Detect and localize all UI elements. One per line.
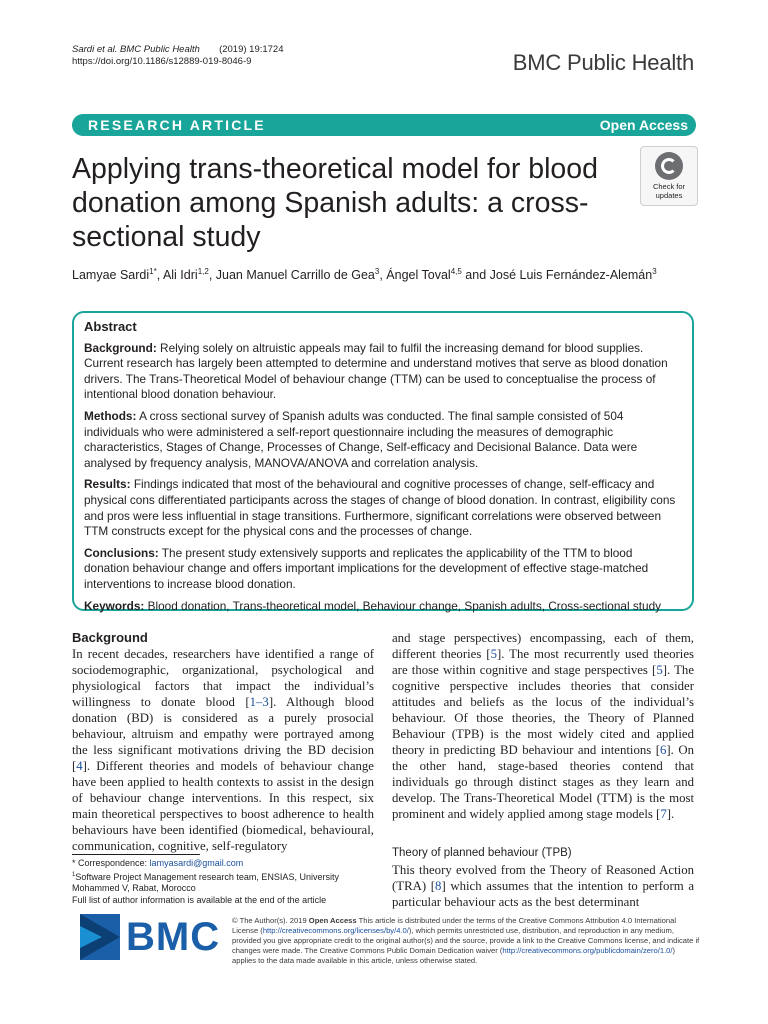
license-link[interactable]: http://creativecommons.org/licenses/by/4.0/: [262, 926, 409, 935]
reference-link[interactable]: 5: [656, 663, 663, 677]
bmc-logo-text: BMC: [126, 915, 221, 959]
reference-link[interactable]: 7: [660, 807, 667, 821]
background-paragraph-continued: and stage perspectives) encompassing, each of them, different theories [5]. The most recurrently used theories are those within cognitive and stage perspectives [5]. The cognitive perspective includes theories that consider attitudes and beliefs as the locus of the individual’s behaviour. Of those theories, the Theory of Planned Behaviour (TPB) is the most widely cited and applied theory in predicting BD behaviour and intentions [6]. On the other hand, stage-based theories contend that individuals go through distinct stages as they learn and develop. The Trans-Theoretical Model (TTM) is the most prominent and widely applied among stage models [7].: [392, 631, 694, 821]
open-access-label: Open Access: [599, 117, 688, 133]
reference-link[interactable]: 6: [660, 743, 667, 757]
citation-authors: Sardi et al. BMC Public Health: [72, 44, 200, 55]
abstract-box: [72, 311, 694, 611]
badge-text: Check for updates: [652, 182, 686, 200]
license-text: © The Author(s). 2019 Open Access This article is distributed under the terms of the Creative Commons Attribution 4.0 International License (http://creativecommons.org/licenses/by/4.0/), which permits unrestricted use, distribution, and reproduction in any medium, provided you give appropriate credit to the original author(s) and the source, provide a link to the Creative Commons license, and indicate if changes were made. The Creative Commons Public Domain Dedication waiver (http://creativecommons.org/publicdomain/zero/1.0/) applies to the data made available in this article, unless otherwise stated.: [232, 916, 700, 965]
background-paragraph: In recent decades, researchers have identified a range of sociodemographic, organizational, psychological and physiological factors that impact the individual’s willingness to donate blood [1–3]. Although blood donation (BD) is considered as a purely prosocial behaviour, altruism and empathy were portrayed among the less significant motivations driving the BD decision [4]. Different theories and models of behaviour change have been applied to health contexts to assist in the design of behaviour change interventions. In this respect, six main theoretical perspectives to boost adherence to health behaviours have been identified (biomedical, behavioural, communication, cognitive, self-regulatory: [72, 647, 374, 853]
bmc-logo-icon: [80, 914, 120, 960]
right-column: [392, 630, 694, 910]
abstract-methods: Methods: A cross sectional survey of Spanish adults was conducted. The final sample consisted of 504 individuals who were administered a self-report questionnaire including the measures of demographic characteristics, Stages of Change, Processes of Change, Self-efficacy and Decisional Balance. Data were analysed by frequency analysis, MANOVA/ANOVA and correlation analysis.: [84, 408, 638, 470]
bmc-logo: [80, 914, 220, 960]
tpb-heading: Theory of planned behaviour (TPB): [392, 847, 572, 859]
left-column: [72, 630, 374, 854]
reference-link[interactable]: 8: [435, 879, 442, 893]
footnote-rule: [72, 854, 200, 855]
abstract-conclusions: Conclusions: The present study extensively supports and replicates the applicability of the TTM to blood donation behaviour change and offers important implications for the development of effective stage-matched interventions to increase blood donation.: [84, 545, 649, 591]
correspondence-email[interactable]: lamyasardi@gmail.com: [149, 858, 244, 868]
abstract-heading: Abstract: [84, 319, 137, 334]
article-title: Applying trans-theoretical model for blood donation among Spanish adults: a cross-sectional study: [72, 153, 598, 253]
citation-year: (2019) 19:1724: [219, 44, 284, 55]
abstract-background: Background: Relying solely on altruistic appeals may fail to fulfil the increasing demand for blood supplies. Current research has largely been attempted to determine and understand motives that serve as blood donation drivers. The Trans-Theoretical Model of behaviour change (TTM) can be used to conceptualise the process of intentional blood donation behaviour.: [84, 340, 668, 402]
background-heading: Background: [72, 630, 148, 645]
abstract-results: Results: Findings indicated that most of the behavioural and cognitive processes of change, self-efficacy and physical cons differentiated participants across the stages of change of blood donation. In contrast, eligibility cons and pros were less influential in stage transitions. Furthermore, significant correlations were observed between TTM constructs except for the physical cons and the processes of change.: [84, 477, 676, 539]
reference-link[interactable]: 5: [490, 647, 497, 661]
check-updates-icon: [655, 152, 683, 180]
tpb-paragraph: This theory evolved from the Theory of Reasoned Action (TRA) [8] which assumes that the intention to perform a particular behaviour acts as the best determinant: [392, 863, 694, 909]
author-list: Lamyae Sardi$^{1*}$, Ali Idri$^{1,2}$, Juan Manuel Carrillo de Gea$^3$, Ángel Toval$^{4,5}$ and José Luis Fernández-Alemán$^3$: [72, 267, 657, 283]
footnote: * Correspondence: lamyasardi@gmail.com $^1$Software Project Management research team, ENSIAS, University Mohammed V, Rabat, Morocco Full list of author information is available at the end of the article: [72, 858, 339, 905]
journal-name: BMC Public Health: [512, 50, 694, 75]
reference-link[interactable]: 4: [76, 759, 83, 773]
reference-link[interactable]: 1–3: [249, 695, 269, 709]
citation-line: [72, 44, 284, 56]
license-link[interactable]: http://creativecommons.org/publicdomain/zero/1.0/: [502, 946, 673, 955]
article-type-label: RESEARCH ARTICLE: [88, 117, 266, 133]
abstract-keywords: Keywords: Blood donation, Trans-theoretical model, Behaviour change, Spanish adults, Cross-sectional study: [84, 598, 662, 613]
check-for-updates-badge[interactable]: [640, 146, 698, 206]
doi-link[interactable]: https://doi.org/10.1186/s12889-019-8046-9: [72, 56, 252, 67]
